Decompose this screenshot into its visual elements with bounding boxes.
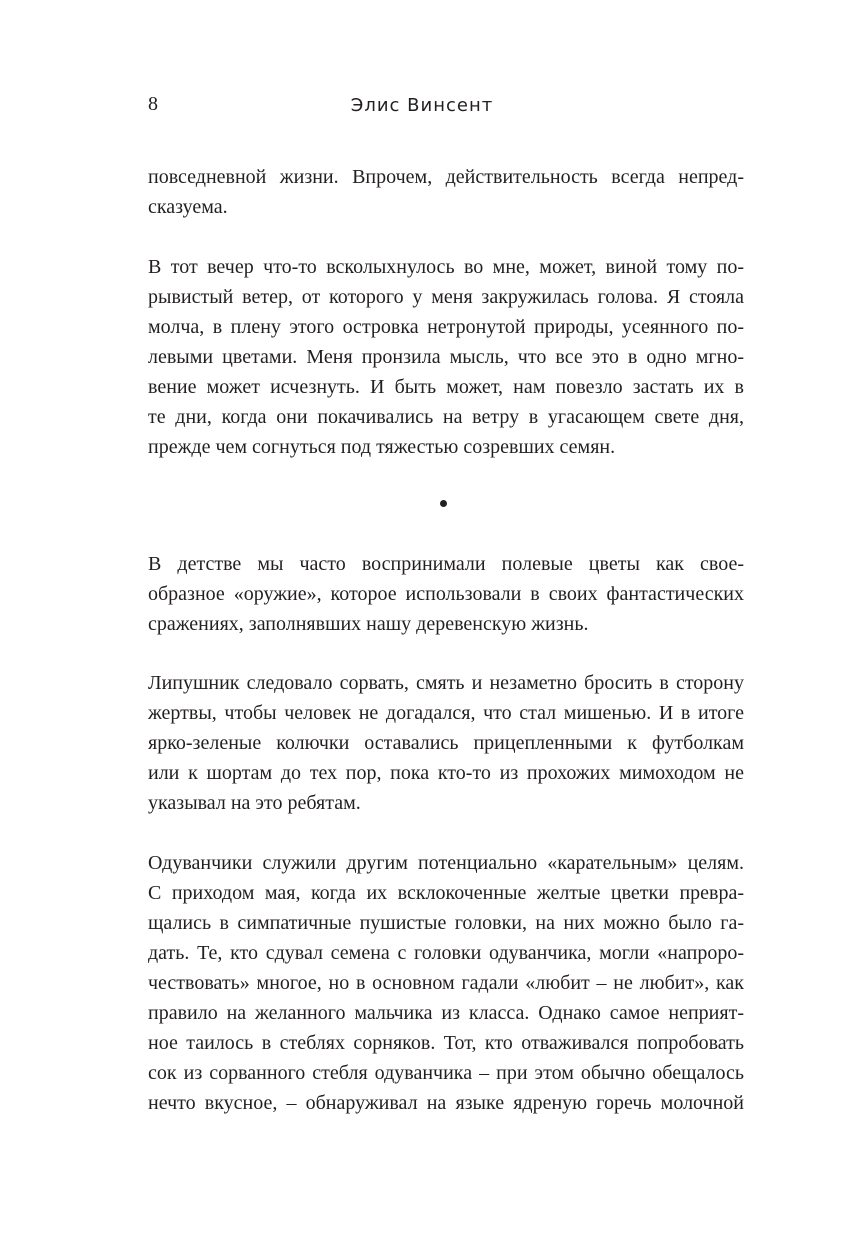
section-divider-bullet <box>440 500 447 507</box>
running-head-author: Элис Винсент <box>350 95 494 116</box>
text-line: указывал на это ребятам. <box>148 792 361 814</box>
text-line: вение может исчезнуть. И быть может, нам повезло застать их в <box>148 376 744 398</box>
text-line: или к шортам до тех пор, пока кто-то из прохожих мимоходом не <box>148 762 744 784</box>
text-line: прежде чем согнуться под тяжестью созревших семян. <box>148 436 616 458</box>
text-line: образное «оружие», которое использовали в своих фантастических <box>148 583 744 605</box>
text-line: левыми цветами. Меня пронзила мысль, что все это в одно мгно- <box>148 346 744 368</box>
text-line: ярко-зеленые колючки оставались прицепленными к футболкам <box>148 732 744 754</box>
text-line: В детстве мы часто воспринимали полевые цветы как свое- <box>148 553 744 575</box>
text-line: молча, в плену этого островка нетронутой природы, усеянного по- <box>148 316 744 338</box>
text-line: ное таилось в стеблях сорняков. Тот, кто отваживался попробовать <box>148 1032 744 1054</box>
text-line: повседневной жизни. Впрочем, действительность всегда непред- <box>148 166 744 188</box>
text-line: чествовать» многое, но в основном гадали «любит – не любит», как <box>148 972 744 994</box>
text-line: правило на желанного мальчика из класса. Однако самое неприят- <box>148 1002 744 1024</box>
text-line: сражениях, заполнявших нашу деревенскую жизнь. <box>148 613 589 635</box>
text-line: рывистый ветер, от которого у меня закружилась голова. Я стояла <box>148 286 744 308</box>
page-number: 8 <box>148 93 158 115</box>
text-line: жертвы, чтобы человек не догадался, что стал мишенью. И в итоге <box>148 702 744 724</box>
text-line: Липушник следовало сорвать, смять и незаметно бросить в сторону <box>148 672 744 694</box>
text-line: сказуема. <box>148 196 228 218</box>
text-line: Одуванчики служили другим потенциально «карательным» целям. <box>148 852 744 874</box>
text-line: В тот вечер что-то всколыхнулось во мне, может, виной тому по- <box>148 256 744 278</box>
text-line: дать. Те, кто сдувал семена с головки одуванчика, могли «напроро- <box>148 942 744 964</box>
text-line: С приходом мая, когда их всклокоченные желтые цветки превра- <box>148 882 744 904</box>
text-line: щались в симпатичные пушистые головки, на них можно было га- <box>148 912 744 934</box>
text-line: те дни, когда они покачивались на ветру в угасающем свете дня, <box>148 406 744 428</box>
text-line: сок из сорванного стебля одуванчика – при этом обычно обещалось <box>148 1062 744 1084</box>
text-line: нечто вкусное, – обнаруживал на языке ядреную горечь молочной <box>148 1092 744 1114</box>
